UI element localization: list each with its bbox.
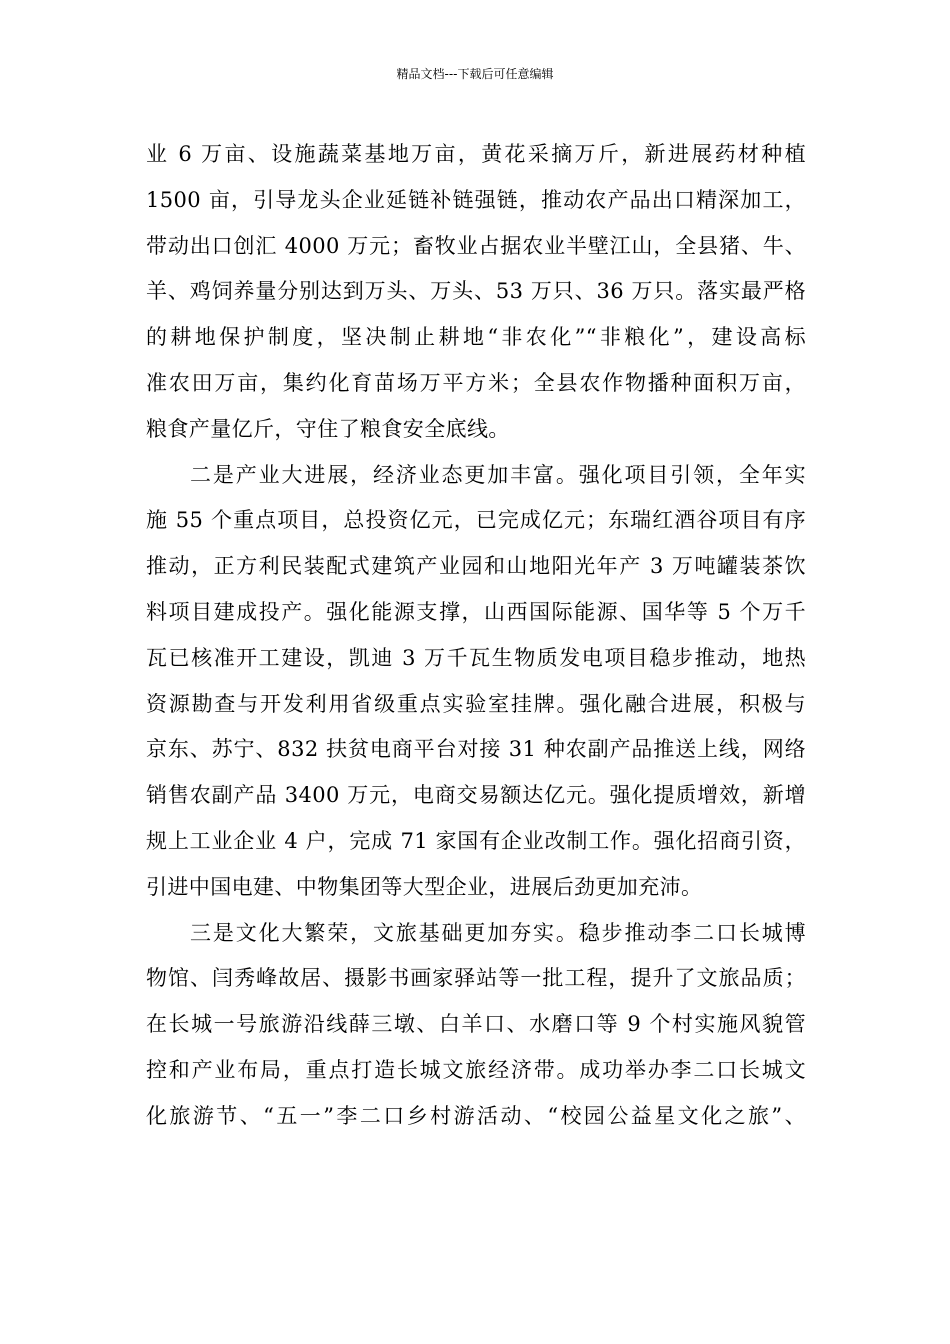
- text-line: 规上工业企业 4 户，完成 71 家国有企业改制工作。强化招商引资，: [146, 828, 806, 853]
- text-line: 在长城一号旅游沿线薛三墩、白羊口、水磨口等 9 个村实施风貌管: [146, 1012, 806, 1037]
- text-line: 带动出口创汇 4000 万元；畜牧业占据农业半壁江山，全县猪、牛、: [146, 233, 806, 258]
- page-header: 精品文档---下载后可任意编辑: [396, 67, 554, 81]
- paragraph-start-line: 三是文化大繁荣，文旅基础更加夯实。稳步推动李二口长城博: [190, 920, 806, 945]
- text-line: 施 55 个重点项目，总投资亿元，已完成亿元；东瑞红酒谷项目有序: [146, 508, 806, 533]
- text-line: 物馆、闫秀峰故居、摄影书画家驿站等一批工程，提升了文旅品质；: [146, 966, 806, 991]
- text-line: 化旅游节、“五一”李二口乡村游活动、“校园公益星文化之旅”、: [146, 1103, 806, 1128]
- text-line: 销售农副产品 3400 万元，电商交易额达亿元。强化提质增效，新增: [146, 783, 806, 808]
- text-line: 的耕地保护制度，坚决制止耕地“非农化”“非粮化”，建设高标: [146, 325, 806, 350]
- text-line: 羊、鸡饲养量分别达到万头、万头、53 万只、36 万只。落实最严格: [146, 279, 806, 304]
- text-line: 引进中国电建、中物集团等大型企业，进展后劲更加充沛。: [146, 874, 703, 899]
- text-line: 1500 亩，引导龙头企业延链补链强链，推动农产品出口精深加工，: [146, 187, 806, 212]
- text-line: 京东、苏宁、832 扶贫电商平台对接 31 种农副产品推送上线，网络: [146, 737, 806, 762]
- text-line: 粮食产量亿斤，守住了粮食安全底线。: [146, 416, 510, 441]
- paragraph-start-line: 二是产业大进展，经济业态更加丰富。强化项目引领，全年实: [190, 462, 806, 487]
- text-line: 资源勘查与开发利用省级重点实验室挂牌。强化融合进展，积极与: [146, 691, 806, 716]
- text-line: 控和产业布局，重点打造长城文旅经济带。成功举办李二口长城文: [146, 1057, 806, 1082]
- text-line: 瓦已核准开工建设，凯迪 3 万千瓦生物质发电项目稳步推动，地热: [146, 645, 806, 670]
- text-line: 料项目建成投产。强化能源支撑，山西国际能源、国华等 5 个万千: [146, 599, 806, 624]
- body-text: [146, 132, 806, 1140]
- text-line: 推动，正方利民装配式建筑产业园和山地阳光年产 3 万吨罐装茶饮: [146, 554, 806, 579]
- text-line: 业 6 万亩、设施蔬菜基地万亩，黄花采摘万斤，新进展药材种植: [146, 142, 806, 166]
- text-line: 准农田万亩，集约化育苗场万平方米；全县农作物播种面积万亩，: [146, 370, 806, 395]
